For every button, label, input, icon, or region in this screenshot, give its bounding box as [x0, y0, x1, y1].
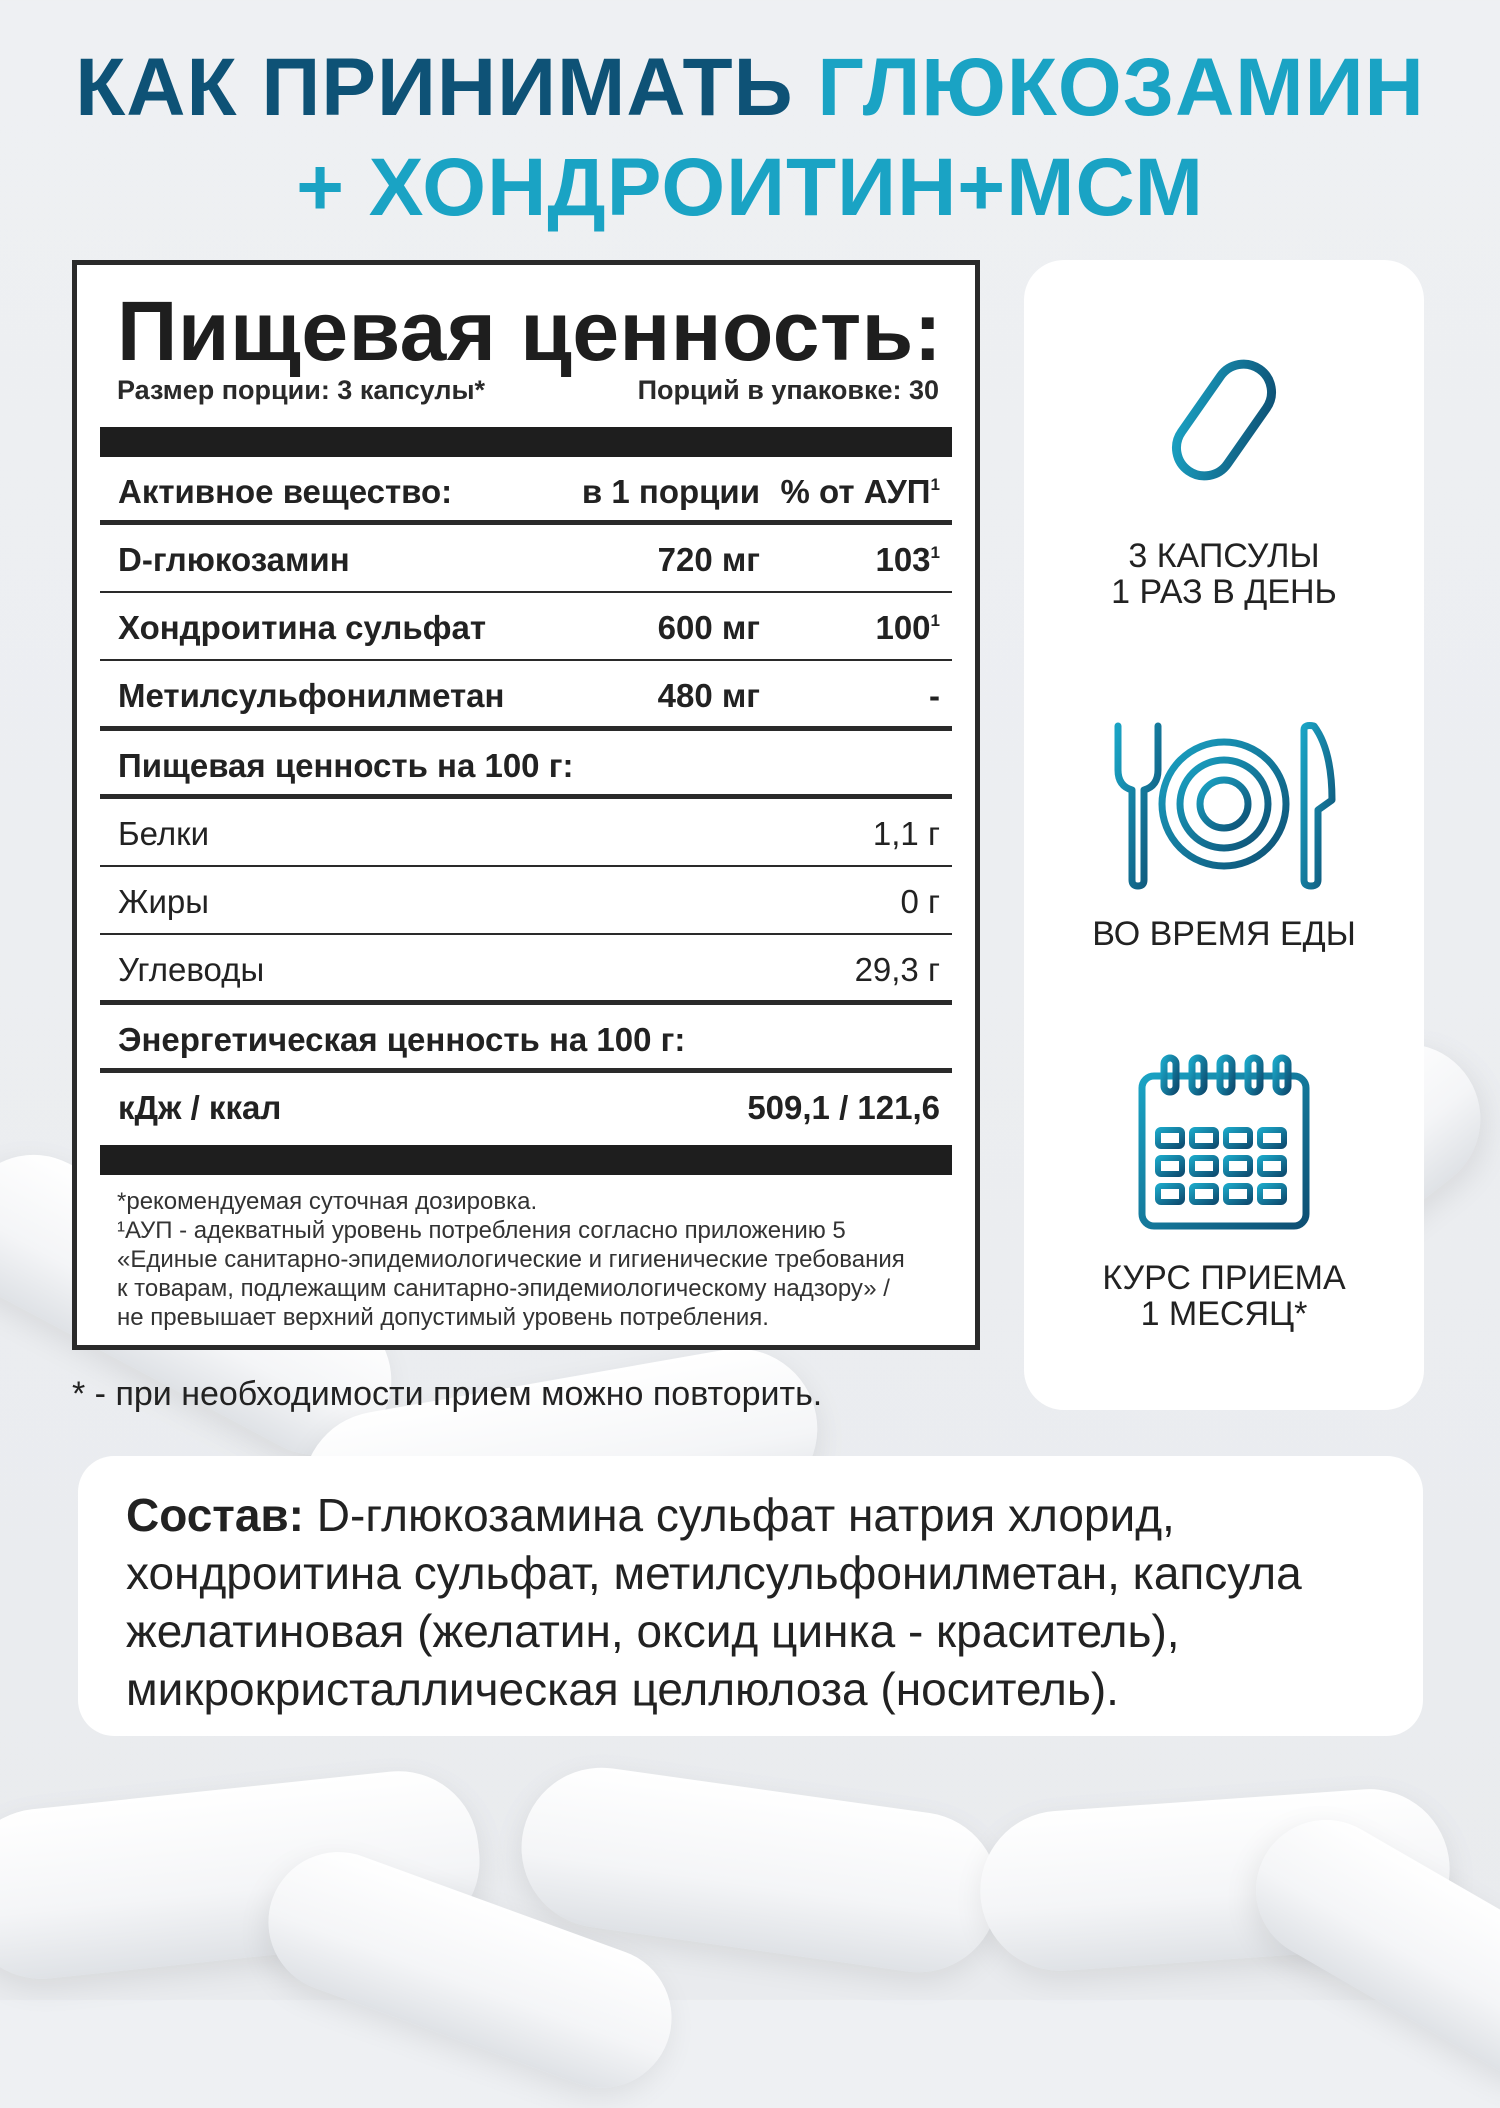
plate-cutlery-icon: [1104, 720, 1344, 890]
table-row: Жиры 0 г: [100, 867, 952, 935]
capsule-icon: [1144, 340, 1304, 500]
calendar-icon: [1134, 1050, 1314, 1230]
nutrition-per-100g-heading: Пищевая ценность на 100 г:: [100, 731, 952, 799]
table-row: D-глюкозамин 720 мг $103^1$: [100, 525, 952, 593]
nutrition-facts-label: [72, 260, 980, 1350]
composition-ingredients: D-глюкозамина сульфат натрия хлорид, хондроитина сульфат, метилсульфонилметан, капсула желатиновая (желатин, оксид цинка - краситель), микрокристаллическая целлюлоза (носитель).: [126, 1489, 1302, 1715]
title-line-1: КАК ПРИНИМАТЬ ГЛЮКОЗАМИН: [75, 42, 1425, 133]
meal-item: [1024, 720, 1424, 952]
table-header-row: [100, 457, 952, 525]
dosage-line-1: 3 КАПСУЛЫ: [1128, 537, 1320, 575]
divider-bar-top: [100, 427, 952, 457]
serving-size: Размер порции: 3 капсулы*: [117, 375, 486, 405]
table-row: Метилсульфонилметан 480 мг -: [100, 661, 952, 731]
course-line-1: КУРС ПРИЕМА: [1102, 1259, 1346, 1297]
table-row: Углеводы 29,3 г: [100, 935, 952, 1005]
composition-text: [126, 1486, 1375, 1718]
table-row: Хондроитина сульфат 600 мг $100^1$: [100, 593, 952, 661]
energy-heading: Энергетическая ценность на 100 г:: [100, 1005, 952, 1073]
repeat-note: * - при необходимости прием можно повторить.: [72, 1375, 823, 1413]
nutrition-heading: Пищевая ценность:: [117, 284, 943, 378]
course-item: [1024, 1050, 1424, 1332]
dosage-item: [1024, 340, 1424, 610]
header-active-substance: Активное вещество:: [118, 473, 453, 510]
table-row: кДж / ккал 509,1 / 121,6: [118, 1089, 940, 1126]
composition-box: [78, 1456, 1423, 1736]
title-line-2: + ХОНДРОИТИН+МСМ: [296, 142, 1204, 233]
meal-text: ВО ВРЕМЯ ЕДЫ: [1092, 915, 1356, 953]
divider-bar-bottom: [100, 1145, 952, 1175]
serving-info: [117, 375, 939, 415]
servings-per-pack: Порций в упаковке: 30: [637, 375, 939, 405]
dosage-panel: [1024, 260, 1424, 1410]
dosage-line-2: 1 РАЗ В ДЕНЬ: [1111, 573, 1337, 611]
header-percent-adi: % от АУП$^1$: [780, 473, 940, 510]
composition-label: Состав:: [126, 1489, 305, 1541]
course-line-2: 1 МЕСЯЦ*: [1140, 1295, 1308, 1333]
footnote: *рекомендуемая суточная дозировка. ¹АУП - адекватный уровень потребления согласно приложению 5 «Единые санитарно-эпидемиологические и гигиенические требования к товарам, подлежащим санитарно-эпидемиологическому надзору» / не превышает верхний допустимый уровень потребления.: [117, 1188, 905, 1331]
table-row: Белки 1,1 г: [100, 799, 952, 867]
header-per-serving: в 1 порции: [581, 473, 760, 510]
page-title: [0, 38, 1500, 238]
